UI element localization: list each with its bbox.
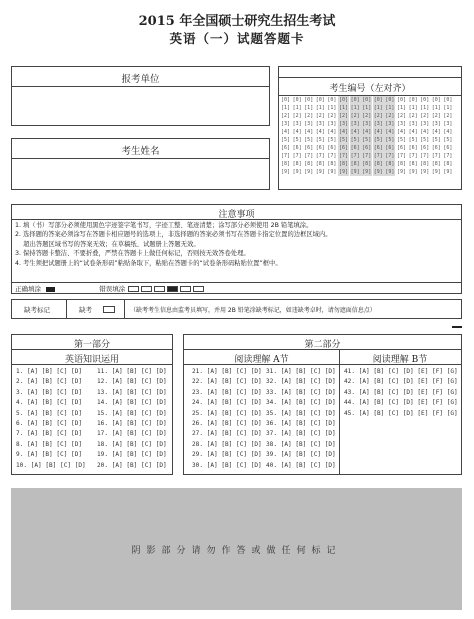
exam-id-bubble[interactable]: [5] bbox=[280, 137, 291, 143]
exam-id-bubble[interactable]: [2] bbox=[396, 113, 407, 119]
exam-id-bubble[interactable]: [0] bbox=[420, 97, 430, 103]
note-item: 1. 填（书）写部分必须使用黑色字迹签字笔书写，字迹工整、笔迹清楚；涂写部分必须使用 2B 铅笔填涂。 bbox=[15, 222, 313, 229]
part1-subtitle: 英语知识运用 bbox=[64, 355, 119, 365]
exam-id-bubble[interactable]: [8] bbox=[315, 161, 325, 167]
answer-item[interactable]: 22. [A] [B] [C] [D] bbox=[192, 378, 262, 386]
name-label: 考生姓名 bbox=[121, 146, 160, 157]
exam-id-bubble[interactable]: [0] bbox=[396, 97, 407, 103]
absent-checkbox[interactable] bbox=[103, 306, 115, 313]
exam-id-bubble[interactable]: [1] bbox=[315, 105, 325, 111]
exam-id-bubble[interactable]: [6] bbox=[431, 145, 441, 151]
exam-id-bubble[interactable]: [8] bbox=[292, 161, 302, 167]
notes-list bbox=[15, 221, 459, 268]
answer-item[interactable]: 43. [A] [B] [C] [D] [E] [F] [G] bbox=[344, 388, 458, 396]
shaded-area-warning: 阴影部分请勿作答或做任何标记 bbox=[131, 546, 342, 556]
answer-item[interactable]: 23. [A] [B] [C] [D] bbox=[192, 388, 262, 396]
answer-item[interactable]: 20. [A] [B] [C] [D] bbox=[97, 461, 167, 469]
exam-id-column bbox=[396, 96, 407, 176]
answer-item[interactable]: 26. [A] [B] [C] [D] bbox=[192, 420, 262, 427]
answer-item[interactable]: 19. [A] [B] [C] [D] bbox=[97, 451, 167, 459]
exam-id-bubble[interactable]: [6] bbox=[373, 145, 383, 151]
exam-id-bubble[interactable]: [5] bbox=[292, 137, 302, 143]
exam-id-bubble[interactable]: [9] bbox=[315, 169, 325, 175]
answer-item[interactable]: 33. [A] [B] [C] [D] bbox=[266, 388, 336, 396]
exam-id-bubble[interactable]: [4] bbox=[362, 129, 372, 135]
exam-id-bubble[interactable]: [5] bbox=[315, 137, 325, 143]
answer-item[interactable]: 31. [A] [B] [C] [D] bbox=[266, 368, 336, 375]
exam-id-bubble[interactable]: [7] bbox=[443, 153, 453, 159]
exam-id-bubble[interactable]: [4] bbox=[350, 129, 360, 135]
exam-id-bubble[interactable]: [0] bbox=[304, 97, 314, 103]
exam-id-bubble[interactable]: [5] bbox=[396, 137, 407, 143]
exam-id-bubble[interactable]: [0] bbox=[443, 97, 453, 103]
answer-item[interactable]: 5. [A] [B] [C] [D] bbox=[16, 409, 83, 417]
exam-id-bubble[interactable]: [3] bbox=[362, 121, 372, 127]
card-subtitle: 英语（一）试题答题卡 bbox=[169, 31, 305, 46]
exam-id-bubble[interactable]: [2] bbox=[373, 113, 383, 119]
exam-id-label: 考生编号（左对齐） bbox=[329, 84, 411, 94]
exam-id-bubble[interactable]: [6] bbox=[280, 145, 291, 151]
answer-item[interactable]: 39. [A] [B] [C] [D] bbox=[266, 451, 336, 459]
answer-item[interactable]: 37. [A] [B] [C] [D] bbox=[266, 430, 336, 438]
exam-id-bubble[interactable]: [1] bbox=[338, 105, 349, 111]
exam-id-bubble[interactable]: [3] bbox=[431, 121, 441, 127]
exam-id-bubble[interactable]: [0] bbox=[373, 97, 383, 103]
exam-id-bubble[interactable]: [1] bbox=[327, 105, 337, 111]
part2-section-a: 阅读理解 A节 bbox=[234, 355, 289, 365]
exam-id-bubble[interactable]: [4] bbox=[443, 129, 453, 135]
exam-id-column bbox=[315, 96, 326, 176]
answer-item[interactable]: 16. [A] [B] [C] [D] bbox=[97, 420, 167, 427]
answer-item[interactable]: 24. [A] [B] [C] [D] bbox=[192, 399, 262, 407]
exam-id-bubble[interactable]: [4] bbox=[280, 129, 291, 135]
exam-id-column bbox=[350, 96, 361, 176]
part1-title: 第一部分 bbox=[73, 340, 110, 350]
note-item: 3. 保持答题卡整洁、不要折叠，严禁在答题卡上做任何标记，否则按无效答卷处理。 bbox=[15, 250, 250, 258]
exam-id-bubble[interactable]: [1] bbox=[292, 105, 302, 111]
exam-id-column bbox=[419, 96, 430, 176]
exam-id-bubble[interactable]: [1] bbox=[443, 105, 453, 111]
exam-id-bubble[interactable]: [4] bbox=[373, 129, 383, 135]
exam-id-bubble[interactable]: [9] bbox=[431, 169, 441, 175]
exam-id-bubble[interactable]: [1] bbox=[304, 105, 314, 111]
exam-id-bubble[interactable]: [3] bbox=[396, 121, 407, 127]
exam-id-bubble[interactable]: [5] bbox=[443, 137, 453, 143]
exam-id-bubble[interactable]: [7] bbox=[362, 153, 372, 159]
exam-id-bubble[interactable]: [9] bbox=[292, 169, 302, 175]
exam-id-bubble[interactable]: [9] bbox=[350, 169, 360, 175]
exam-id-bubble[interactable]: [6] bbox=[362, 145, 372, 151]
exam-id-bubble[interactable]: [0] bbox=[431, 97, 441, 103]
answer-item[interactable]: 32. [A] [B] [C] [D] bbox=[266, 378, 336, 386]
answer-item[interactable]: 1. [A] [B] [C] [D] bbox=[16, 368, 83, 375]
exam-id-bubble[interactable]: [9] bbox=[280, 169, 291, 175]
answer-item[interactable]: 45. [A] [B] [C] [D] [E] [F] [G] bbox=[344, 409, 458, 417]
exam-id-bubble[interactable]: [3] bbox=[385, 121, 395, 127]
exam-id-bubble[interactable]: [7] bbox=[396, 153, 407, 159]
exam-id-bubble[interactable]: [8] bbox=[362, 161, 372, 167]
exam-id-column bbox=[408, 96, 419, 176]
answer-item[interactable]: 12. [A] [B] [C] [D] bbox=[97, 378, 167, 386]
wrong-fill-label: 错误填涂 bbox=[99, 285, 126, 293]
exam-id-bubble[interactable]: [2] bbox=[327, 113, 337, 119]
exam-id-column bbox=[292, 96, 303, 176]
exam-id-bubble[interactable]: [1] bbox=[408, 105, 418, 111]
exam-id-bubble[interactable]: [3] bbox=[315, 121, 325, 127]
exam-id-bubble[interactable]: [3] bbox=[327, 121, 337, 127]
exam-id-bubble[interactable]: [2] bbox=[304, 113, 314, 119]
exam-id-bubble[interactable]: [3] bbox=[420, 121, 430, 127]
exam-id-bubble[interactable]: [2] bbox=[292, 113, 302, 119]
answer-item[interactable]: 3. [A] [B] [C] [D] bbox=[16, 388, 83, 396]
exam-id-column bbox=[431, 96, 442, 176]
exam-id-bubble[interactable]: [5] bbox=[420, 137, 430, 143]
absent-row bbox=[11, 299, 462, 319]
answer-item[interactable]: 4. [A] [B] [C] [D] bbox=[16, 399, 83, 407]
exam-id-bubble[interactable]: [3] bbox=[408, 121, 418, 127]
answer-item[interactable]: 13. [A] [B] [C] [D] bbox=[97, 388, 167, 396]
answer-item[interactable]: 15. [A] [B] [C] [D] bbox=[97, 409, 167, 417]
answer-item[interactable]: 17. [A] [B] [C] [D] bbox=[97, 430, 167, 438]
exam-id-bubble[interactable]: [4] bbox=[431, 129, 441, 135]
exam-id-bubble[interactable]: [0] bbox=[408, 97, 418, 103]
exam-id-bubble[interactable]: [8] bbox=[385, 161, 395, 167]
exam-id-bubble[interactable]: [1] bbox=[350, 105, 360, 111]
answer-item[interactable]: 11. [A] [B] [C] [D] bbox=[97, 368, 167, 375]
exam-id-bubble[interactable]: [9] bbox=[338, 169, 349, 175]
exam-id-bubble[interactable]: [7] bbox=[327, 153, 337, 159]
name-box bbox=[11, 138, 270, 190]
school-field[interactable] bbox=[14, 88, 267, 123]
fill-example-row bbox=[15, 284, 205, 293]
exam-id-bubble[interactable]: [7] bbox=[304, 153, 314, 159]
exam-id-column bbox=[442, 96, 453, 176]
exam-id-bubble[interactable]: [4] bbox=[315, 129, 325, 135]
exam-id-bubble[interactable]: [5] bbox=[408, 137, 418, 143]
exam-id-bubble[interactable]: [8] bbox=[420, 161, 430, 167]
answer-item[interactable]: 40. [A] [B] [C] [D] bbox=[266, 461, 336, 469]
exam-id-bubble[interactable]: [9] bbox=[420, 169, 430, 175]
exam-id-bubble[interactable]: [7] bbox=[431, 153, 441, 159]
school-box bbox=[11, 66, 270, 126]
exam-id-bubble[interactable]: [0] bbox=[385, 97, 395, 103]
exam-id-bubble[interactable]: [3] bbox=[304, 121, 314, 127]
exam-id-bubble[interactable]: [0] bbox=[338, 97, 349, 103]
exam-id-bubble[interactable]: [5] bbox=[362, 137, 372, 143]
exam-id-bubble[interactable]: [2] bbox=[431, 113, 441, 119]
card-title: 2015 年全国硕士研究生招生考试 bbox=[138, 14, 336, 29]
exam-id-bubble[interactable]: [8] bbox=[431, 161, 441, 167]
note-item: 超出答题区域书写的答案无效；在草稿纸、试题册上答题无效。 bbox=[15, 240, 200, 248]
exam-id-bubble[interactable]: [6] bbox=[338, 145, 349, 151]
exam-id-bubble[interactable]: [4] bbox=[327, 129, 337, 135]
exam-id-bubble[interactable]: [1] bbox=[385, 105, 395, 111]
correct-fill-label: 正确填涂 bbox=[15, 285, 41, 293]
exam-id-bubble[interactable]: [6] bbox=[396, 145, 407, 151]
answer-item[interactable]: 30. [A] [B] [C] [D] bbox=[192, 461, 262, 469]
exam-id-bubble[interactable]: [5] bbox=[304, 137, 314, 143]
school-label: 报考单位 bbox=[121, 74, 160, 85]
exam-id-bubble[interactable]: [3] bbox=[350, 121, 360, 127]
exam-id-bubble[interactable]: [4] bbox=[385, 129, 395, 135]
exam-id-bubble[interactable]: [7] bbox=[338, 153, 349, 159]
part2-section-b: 阅读理解 B节 bbox=[372, 355, 428, 365]
answer-item[interactable]: 36. [A] [B] [C] [D] bbox=[266, 420, 336, 427]
exam-id-bubble[interactable]: [6] bbox=[315, 145, 325, 151]
exam-id-bubble[interactable]: [1] bbox=[431, 105, 441, 111]
exam-id-bubble[interactable]: [6] bbox=[443, 145, 453, 151]
answer-item[interactable]: 21. [A] [B] [C] [D] bbox=[192, 368, 262, 375]
exam-id-bubble[interactable]: [5] bbox=[373, 137, 383, 143]
exam-id-bubble[interactable]: [2] bbox=[385, 113, 395, 119]
exam-id-bubble[interactable]: [6] bbox=[292, 145, 302, 151]
exam-id-bubble[interactable]: [9] bbox=[396, 169, 407, 175]
exam-id-bubble[interactable]: [4] bbox=[292, 129, 302, 135]
exam-id-bubble[interactable]: [7] bbox=[315, 153, 325, 159]
exam-id-column bbox=[361, 96, 372, 176]
answer-item[interactable]: 27. [A] [B] [C] [D] bbox=[192, 430, 262, 438]
answer-item[interactable]: 9. [A] [B] [C] [D] bbox=[16, 451, 83, 459]
answer-item[interactable]: 28. [A] [B] [C] [D] bbox=[192, 440, 262, 448]
exam-id-column bbox=[338, 96, 349, 176]
exam-id-bubble[interactable]: [6] bbox=[350, 145, 360, 151]
exam-id-bubble[interactable]: [0] bbox=[362, 97, 372, 103]
exam-id-bubble[interactable]: [7] bbox=[385, 153, 395, 159]
answer-item[interactable]: 8. [A] [B] [C] [D] bbox=[16, 440, 83, 448]
exam-id-bubble[interactable]: [8] bbox=[408, 161, 418, 167]
exam-id-bubble[interactable]: [3] bbox=[338, 121, 349, 127]
exam-id-bubble[interactable]: [3] bbox=[280, 121, 291, 127]
absent-label: 缺考标记 bbox=[24, 306, 50, 314]
exam-id-column bbox=[326, 96, 337, 176]
exam-id-bubble[interactable]: [5] bbox=[327, 137, 337, 143]
exam-id-bubble[interactable]: [4] bbox=[338, 129, 349, 135]
absent-note: （缺考考生信息由监考员填写，并用 2B 铅笔涂缺考标记，如违缺考卓时，请勿遮面信息点） bbox=[130, 307, 376, 314]
exam-id-bubble[interactable]: [8] bbox=[443, 161, 453, 167]
exam-id-bubble[interactable]: [3] bbox=[373, 121, 383, 127]
exam-id-column bbox=[384, 96, 395, 176]
exam-id-column bbox=[303, 96, 314, 176]
exam-id-bubble[interactable]: [7] bbox=[292, 153, 302, 159]
exam-id-bubble[interactable]: [9] bbox=[304, 169, 314, 175]
exam-id-bubble[interactable]: [1] bbox=[362, 105, 372, 111]
exam-id-bubble[interactable]: [5] bbox=[338, 137, 349, 143]
exam-id-bubble[interactable]: [9] bbox=[373, 169, 383, 175]
exam-id-bubble[interactable]: [5] bbox=[385, 137, 395, 143]
exam-id-bubble[interactable]: [2] bbox=[443, 113, 453, 119]
exam-id-bubble[interactable]: [2] bbox=[408, 113, 418, 119]
exam-id-bubble[interactable]: [0] bbox=[350, 97, 360, 103]
answer-item[interactable]: 6. [A] [B] [C] [D] bbox=[16, 420, 83, 427]
exam-id-bubble[interactable]: [9] bbox=[327, 169, 337, 175]
exam-id-bubble[interactable]: [2] bbox=[350, 113, 360, 119]
answer-item[interactable]: 29. [A] [B] [C] [D] bbox=[192, 451, 262, 459]
note-item: 4. 考生须把试题册上的“试卷条形码”粘贴条取下，粘贴在答题卡的“试卷条形码粘贴位置”框中。 bbox=[15, 259, 282, 267]
exam-id-bubble[interactable]: [8] bbox=[396, 161, 407, 167]
exam-id-bubble[interactable]: [1] bbox=[373, 105, 383, 111]
exam-id-bubble[interactable]: [7] bbox=[373, 153, 383, 159]
exam-id-bubble[interactable]: [2] bbox=[338, 113, 349, 119]
answer-item[interactable]: 38. [A] [B] [C] [D] bbox=[266, 440, 336, 448]
notes-heading: 注意事项 bbox=[218, 210, 255, 220]
exam-id-bubble[interactable]: [3] bbox=[443, 121, 453, 127]
exam-id-bubble[interactable]: [6] bbox=[420, 145, 430, 151]
notes-box bbox=[11, 204, 462, 294]
exam-id-bubble[interactable]: [6] bbox=[327, 145, 337, 151]
exam-id-bubble[interactable]: [9] bbox=[362, 169, 372, 175]
answer-item[interactable]: 42. [A] [B] [C] [D] [E] [F] [G] bbox=[344, 378, 458, 386]
exam-id-bubble[interactable]: [2] bbox=[280, 113, 291, 119]
name-field[interactable] bbox=[14, 160, 267, 188]
exam-id-bubble[interactable]: [8] bbox=[327, 161, 337, 167]
exam-id-bubble[interactable]: [8] bbox=[350, 161, 360, 167]
exam-id-bubble[interactable]: [4] bbox=[408, 129, 418, 135]
exam-id-bubble[interactable]: [2] bbox=[315, 113, 325, 119]
exam-id-bubble[interactable]: [8] bbox=[373, 161, 383, 167]
exam-id-bubble[interactable]: [2] bbox=[362, 113, 372, 119]
absent-mark-label: 缺考 bbox=[79, 306, 92, 314]
answer-item[interactable]: 35. [A] [B] [C] [D] bbox=[266, 409, 336, 417]
timing-mark bbox=[452, 326, 462, 328]
exam-id-bubble[interactable]: [8] bbox=[280, 161, 291, 167]
exam-id-bubble[interactable]: [5] bbox=[431, 137, 441, 143]
exam-id-bubble[interactable]: [9] bbox=[385, 169, 395, 175]
answer-item[interactable]: 14. [A] [B] [C] [D] bbox=[97, 399, 167, 407]
exam-id-column bbox=[280, 96, 291, 176]
exam-id-bubble[interactable]: [9] bbox=[408, 169, 418, 175]
part2-title: 第二部分 bbox=[304, 340, 341, 350]
exam-id-bubble[interactable]: [2] bbox=[420, 113, 430, 119]
exam-id-bubble[interactable]: [3] bbox=[292, 121, 302, 127]
exam-id-bubble[interactable]: [7] bbox=[420, 153, 430, 159]
answer-item[interactable]: 18. [A] [B] [C] [D] bbox=[97, 440, 167, 448]
exam-id-bubble[interactable]: [1] bbox=[280, 105, 291, 111]
answer-item[interactable]: 44. [A] [B] [C] [D] [E] [F] [G] bbox=[344, 399, 458, 407]
exam-id-bubble[interactable]: [7] bbox=[280, 153, 291, 159]
exam-id-bubble[interactable]: [6] bbox=[304, 145, 314, 151]
answer-item[interactable]: 2. [A] [B] [C] [D] bbox=[16, 378, 83, 386]
exam-id-bubble[interactable]: [7] bbox=[350, 153, 360, 159]
exam-id-bubble[interactable]: [1] bbox=[420, 105, 430, 111]
answer-item[interactable]: 7. [A] [B] [C] [D] bbox=[16, 430, 83, 438]
exam-id-bubble[interactable]: [8] bbox=[338, 161, 349, 167]
exam-id-bubble[interactable]: [1] bbox=[396, 105, 407, 111]
exam-id-bubble[interactable]: [0] bbox=[327, 97, 337, 103]
note-item: 2. 选择题的答案必须涂写在答题卡相应题号的选项上，非选择题的答案必须书写在答题卡指定位置的边框区域内。 bbox=[15, 231, 332, 239]
exam-id-bubble[interactable]: [8] bbox=[304, 161, 314, 167]
exam-id-column bbox=[373, 96, 384, 176]
exam-id-bubble[interactable]: [6] bbox=[408, 145, 418, 151]
exam-id-bubble[interactable]: [4] bbox=[420, 129, 430, 135]
exam-id-bubble[interactable]: [7] bbox=[408, 153, 418, 159]
answer-item[interactable]: 25. [A] [B] [C] [D] bbox=[192, 409, 262, 417]
correct-fill-sample bbox=[46, 287, 55, 292]
exam-id-bubble[interactable]: [5] bbox=[350, 137, 360, 143]
exam-id-bubble[interactable]: [4] bbox=[304, 129, 314, 135]
exam-id-bubble[interactable]: [6] bbox=[385, 145, 395, 151]
exam-id-bubble[interactable]: [4] bbox=[396, 129, 407, 135]
answer-item[interactable]: 10. [A] [B] [C] [D] bbox=[16, 461, 86, 469]
exam-id-bubble[interactable]: [0] bbox=[280, 97, 291, 103]
exam-id-bubble[interactable]: [0] bbox=[292, 97, 302, 103]
exam-id-bubble[interactable]: [9] bbox=[443, 169, 453, 175]
exam-id-bubble[interactable]: [0] bbox=[315, 97, 325, 103]
answer-item[interactable]: 34. [A] [B] [C] [D] bbox=[266, 399, 336, 407]
wrong-fill-samples bbox=[127, 285, 205, 293]
answer-item[interactable]: 41. [A] [B] [C] [D] [E] [F] [G] bbox=[344, 368, 458, 375]
